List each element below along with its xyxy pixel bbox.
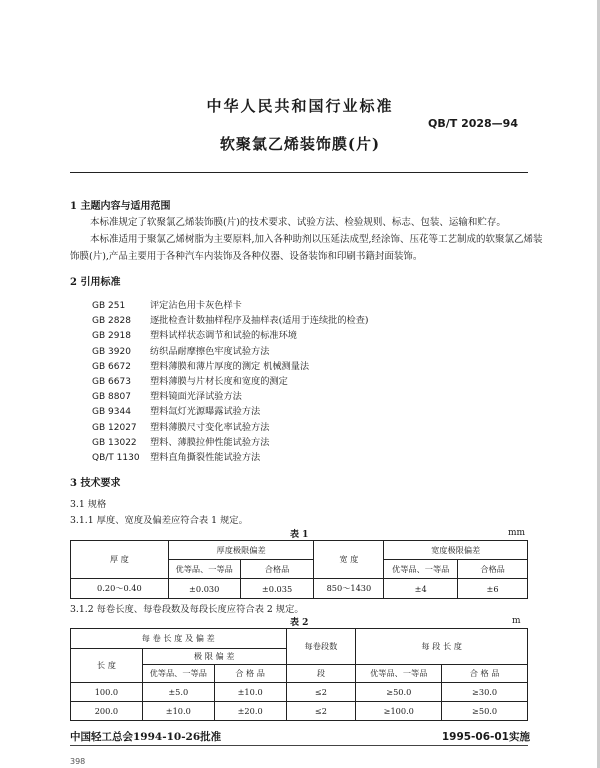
table-2-cell-length: 100.0 <box>71 683 143 702</box>
table-1-unit: mm <box>508 528 526 538</box>
table-2-cell-pass: ±20.0 <box>214 702 286 721</box>
table-1-header-thickness: 厚 度 <box>71 541 169 579</box>
table-1-cell-width: 850～1430 <box>314 579 384 599</box>
reference-item: GB 3920 纺织品耐摩擦色牢度试验方法 <box>92 345 270 357</box>
footer-divider <box>70 745 528 746</box>
subsection-3-1-1: 3.1.1 厚度、宽度及偏差应符合表 1 规定。 <box>70 515 248 526</box>
table-2-cell-segment-pass: ≥30.0 <box>442 683 528 702</box>
table-row <box>71 683 528 702</box>
effective-date: 1995-06-01实施 <box>441 731 530 743</box>
table-1-cell-thickness-pass: ±0.035 <box>240 579 314 599</box>
table-1-header-pass-grade: 合格品 <box>240 560 314 579</box>
industry-standard-heading: 中华人民共和国行业标准 <box>206 97 394 115</box>
title-divider <box>70 172 528 173</box>
table-2-header-pass-grade: 合 格 品 <box>214 665 286 683</box>
table-1-header-thickness-deviation: 厚度极限偏差 <box>168 541 314 560</box>
table-2-header-segment-unit: 段 <box>286 665 356 683</box>
table-1-cell-width-pass: ±6 <box>458 579 528 599</box>
section-3-heading: 3 技术要求 <box>70 478 121 489</box>
section-1-paragraph-1: 本标准规定了软聚氯乙烯装饰膜(片)的技术要求、试验方法、检验规则、标志、包装、运输和贮存。 <box>90 217 506 228</box>
table-2-header-first-grade: 优等品、一等品 <box>142 665 214 683</box>
table-1-header-first-grade: 优等品、一等品 <box>384 560 458 579</box>
table-2-cell-length: 200.0 <box>71 702 143 721</box>
reference-item: GB 6673 塑料薄膜与片材长度和宽度的测定 <box>92 375 288 387</box>
table-1-cell-width-first: ±4 <box>384 579 458 599</box>
table-row <box>71 579 528 599</box>
table-2-header-limit-deviation: 极 限 偏 差 <box>142 649 286 665</box>
table-2-cell-first: ±10.0 <box>142 702 214 721</box>
table-2-cell-segment-pass: ≥50.0 <box>442 702 528 721</box>
table-2-header-length: 长 度 <box>71 649 143 683</box>
reference-item: GB 12027 塑料薄膜尺寸变化率试验方法 <box>92 421 270 433</box>
approval-date: 中国轻工总会1994-10-26批准 <box>70 731 222 743</box>
table-2-cell-first: ±5.0 <box>142 683 214 702</box>
reference-item: GB 2828 逐批检查计数抽样程序及抽样表(适用于连续批的检查) <box>92 315 369 327</box>
reference-item: GB 2918 塑料试样状态调节和试验的标准环境 <box>92 330 297 342</box>
reference-item: GB 13022 塑料、薄膜拉伸性能试验方法 <box>92 436 270 448</box>
table-2-header-first-grade: 优等品、一等品 <box>356 665 442 683</box>
reference-item: GB 8807 塑料镜面光泽试验方法 <box>92 391 242 403</box>
page-number: 398 <box>70 757 86 766</box>
section-1-paragraph-2: 本标准适用于聚氯乙烯树脂为主要原料,加入各种助剂以压延法成型,经涂饰、压花等工艺制成的软聚氯乙烯装饰膜(片),产品主要用于各种汽车内装饰及各种仪器、设备装饰和印刷书籍封面装饰。 <box>70 234 543 262</box>
table-2-cell-segment-first: ≥100.0 <box>356 702 442 721</box>
subsection-3-1-2: 3.1.2 每卷长度、每卷段数及每段长度应符合表 2 规定。 <box>70 604 304 615</box>
standard-code: QB/T 2028—94 <box>427 117 518 130</box>
section-2-heading: 2 引用标准 <box>70 277 121 288</box>
table-1 <box>70 540 528 599</box>
table-1-header-pass-grade: 合格品 <box>458 560 528 579</box>
document-title: 软聚氯乙烯装饰膜(片) <box>219 135 381 153</box>
table-2-cell-segments: ≤2 <box>286 702 356 721</box>
table-2-header-segment-length: 每 段 长 度 <box>356 629 528 665</box>
table-1-header-width: 宽 度 <box>314 541 384 579</box>
section-1-heading: 1 主题内容与适用范围 <box>70 201 171 212</box>
table-2-cell-segment-first: ≥50.0 <box>356 683 442 702</box>
table-1-cell-thickness-first: ±0.030 <box>168 579 240 599</box>
reference-item: GB 6672 塑料薄膜和薄片厚度的测定 机械测量法 <box>92 360 310 372</box>
table-2-header-pass-grade: 合 格 品 <box>442 665 528 683</box>
reference-list <box>92 298 368 465</box>
table-1-caption: 表 1 <box>290 530 309 540</box>
table-2-caption: 表 2 <box>290 618 309 628</box>
reference-item: GB 251 评定沾色用卡灰色样卡 <box>92 300 242 311</box>
table-1-cell-thickness: 0.20～0.40 <box>71 579 169 599</box>
table-2-cell-pass: ±10.0 <box>214 683 286 702</box>
reference-item: GB 9344 塑料氙灯光源曝露试验方法 <box>92 406 261 418</box>
subsection-3-1: 3.1 规格 <box>70 499 107 510</box>
table-2-header-roll-length: 每 卷 长 度 及 偏 差 <box>71 629 287 649</box>
table-2 <box>70 628 528 721</box>
reference-item: QB/T 1130 塑料直角撕裂性能试验方法 <box>92 451 261 463</box>
table-1-header-width-deviation: 宽度极限偏差 <box>384 541 528 560</box>
table-2-unit: m <box>512 616 521 626</box>
table-row <box>71 702 528 721</box>
table-2-header-segments: 每卷段数 <box>286 629 356 665</box>
table-2-cell-segments: ≤2 <box>286 683 356 702</box>
table-1-header-first-grade: 优等品、一等品 <box>168 560 240 579</box>
